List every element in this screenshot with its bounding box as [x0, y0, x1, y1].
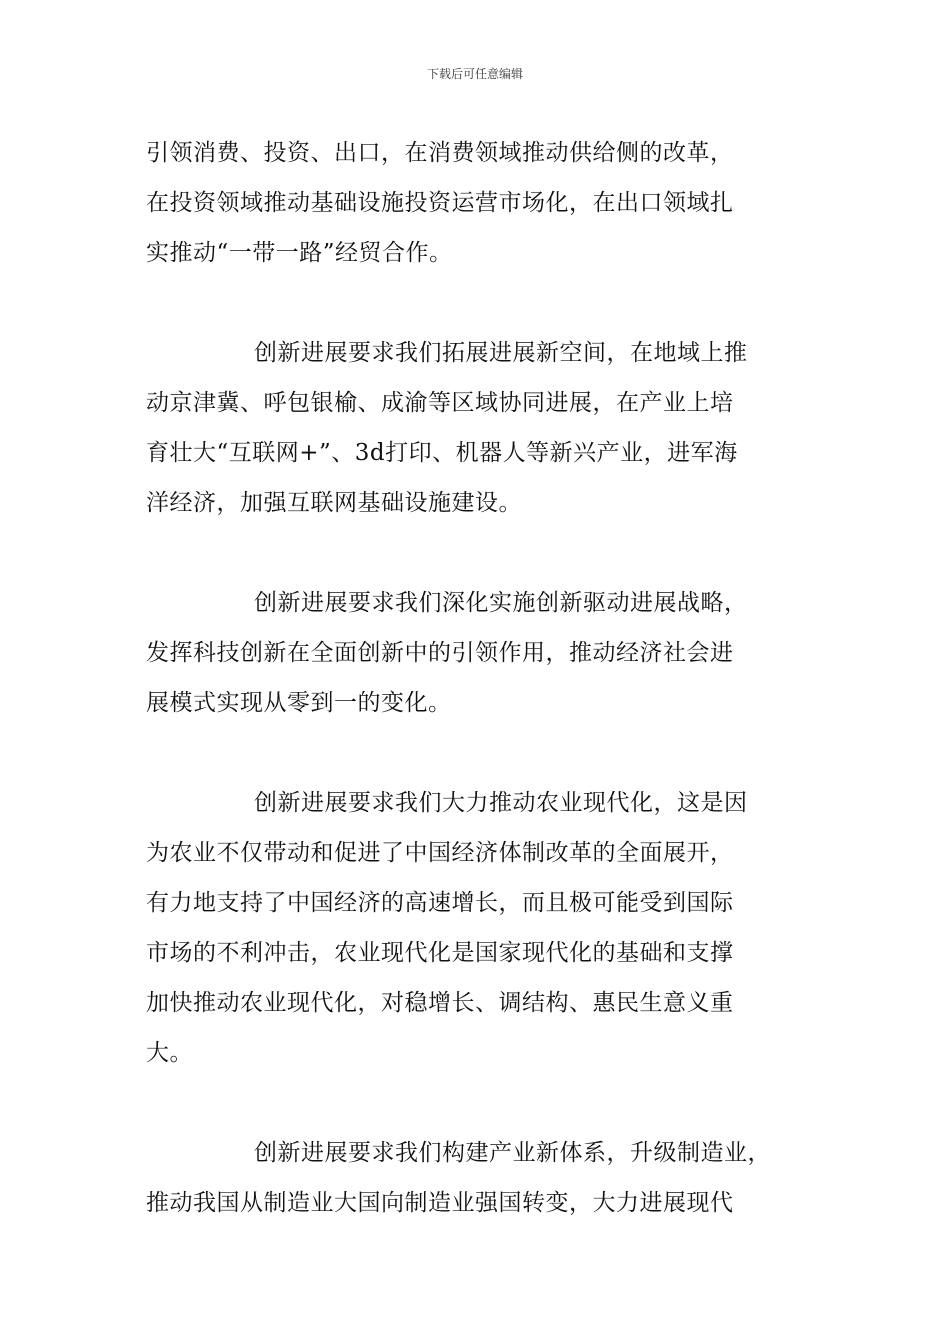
paragraph-line: 加快推动农业现代化，对稳增长、调结构、惠民生意义重	[146, 990, 734, 1016]
paragraph-line: 大。	[146, 1040, 193, 1066]
paragraph-1	[146, 128, 836, 278]
document-body	[146, 128, 836, 1228]
paragraph-line: 为农业不仅带动和促进了中国经济体制改革的全面展开，	[146, 840, 734, 866]
paragraph-3	[146, 578, 836, 728]
paragraph-5	[146, 1128, 836, 1228]
paragraph-line: 育壮大“互联网+”、3d打印、机器人等新兴产业，进军海	[146, 440, 738, 466]
paragraph-line: 在投资领域推动基础设施投资运营市场化，在出口领域扎	[146, 190, 734, 216]
paragraph-spacer	[146, 278, 836, 328]
paragraph-line: 展模式实现从零到一的变化。	[146, 690, 452, 716]
paragraph-line: 创新进展要求我们构建产业新体系，升级制造业，	[254, 1140, 771, 1166]
paragraph-line: 市场的不利冲击，农业现代化是国家现代化的基础和支撑	[146, 940, 734, 966]
paragraph-line: 有力地支持了中国经济的高速增长，而且极可能受到国际	[146, 890, 734, 916]
paragraph-line: 创新进展要求我们大力推动农业现代化，这是因	[254, 790, 748, 816]
paragraph-line: 创新进展要求我们拓展进展新空间，在地域上推	[254, 340, 748, 366]
paragraph-spacer	[146, 1078, 836, 1128]
page-header-note: 下载后可任意编辑	[426, 67, 523, 81]
paragraph-line: 创新进展要求我们深化实施创新驱动进展战略，	[254, 590, 748, 616]
paragraph-line: 发挥科技创新在全面创新中的引领作用，推动经济社会进	[146, 640, 734, 666]
paragraph-spacer	[146, 728, 836, 778]
paragraph-4	[146, 778, 836, 1078]
paragraph-line: 实推动“一带一路”经贸合作。	[146, 240, 453, 266]
paragraph-line: 动京津冀、呼包银榆、成渝等区域协同进展，在产业上培	[146, 390, 734, 416]
paragraph-line: 引领消费、投资、出口，在消费领域推动供给侧的改革，	[146, 140, 734, 166]
paragraph-2	[146, 328, 836, 528]
paragraph-line: 洋经济，加强互联网基础设施建设。	[146, 490, 522, 516]
paragraph-spacer	[146, 528, 836, 578]
paragraph-line: 推动我国从制造业大国向制造业强国转变，大力进展现代	[146, 1190, 734, 1216]
